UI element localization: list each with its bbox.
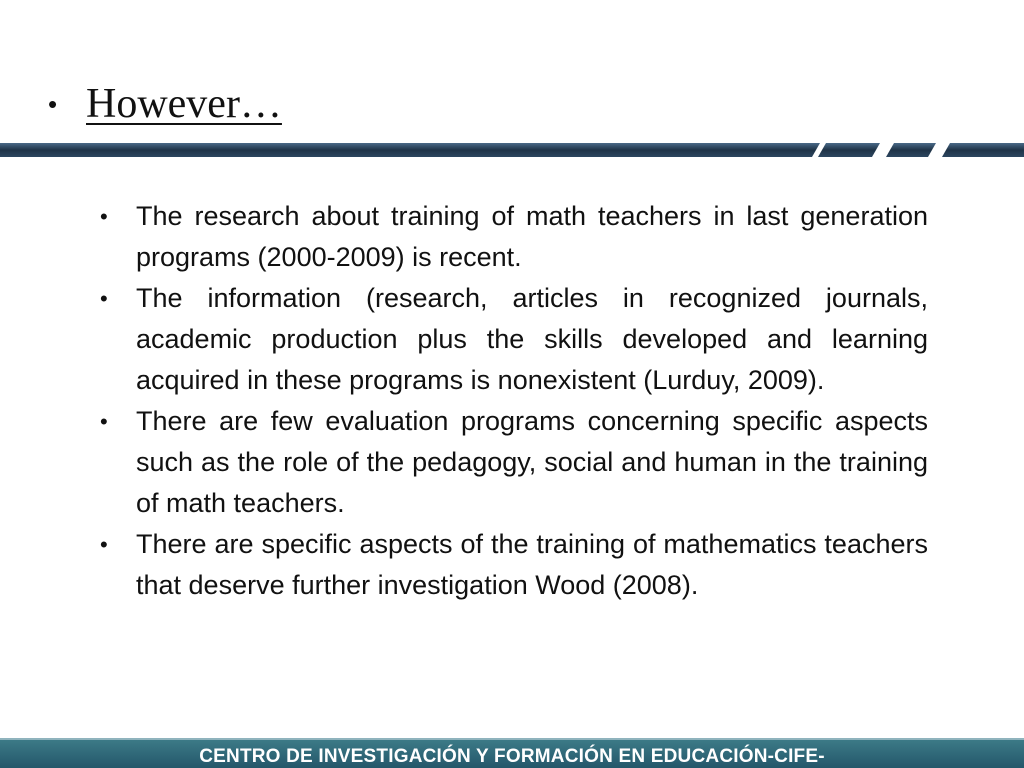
bullet-text: There are few evaluation programs concerning specific aspects such as the role of the pedagogy, social and human in the training of math teachers. [136,406,928,518]
bullet-list [96,196,928,606]
title-bullet: • [48,88,58,119]
bullet-dot: • [100,204,108,229]
band-segment-3 [942,143,1024,157]
bullet-item [96,196,928,278]
band-segment-main [0,143,820,157]
footer-text: CENTRO DE INVESTIGACIÓN Y FORMACIÓN EN EDUCACIÓN-CIFE- [199,746,825,767]
bullet-text: The research about training of math teachers in last generation programs (2000-2009) is recent. [136,201,928,272]
bullet-item [96,401,928,524]
bullet-dot: • [100,409,108,434]
bullet-item [96,278,928,401]
bullet-item [96,524,928,606]
title-row [48,76,282,132]
slide-title: However… [86,81,282,127]
band-segment-1 [818,143,880,157]
bullet-text: The information (research, articles in recognized journals, academic production plus the skills developed and learning acquired in these programs is nonexistent (Lurduy, 2009). [136,283,928,395]
footer-bar [0,738,1024,768]
bullet-text: There are specific aspects of the training of mathematics teachers that deserve further investigation Wood (2008). [136,529,928,600]
header-divider-band [0,141,1024,159]
band-segment-2 [886,143,936,157]
bullet-dot: • [100,286,108,311]
content-area [96,196,928,606]
bullet-dot: • [100,532,108,557]
